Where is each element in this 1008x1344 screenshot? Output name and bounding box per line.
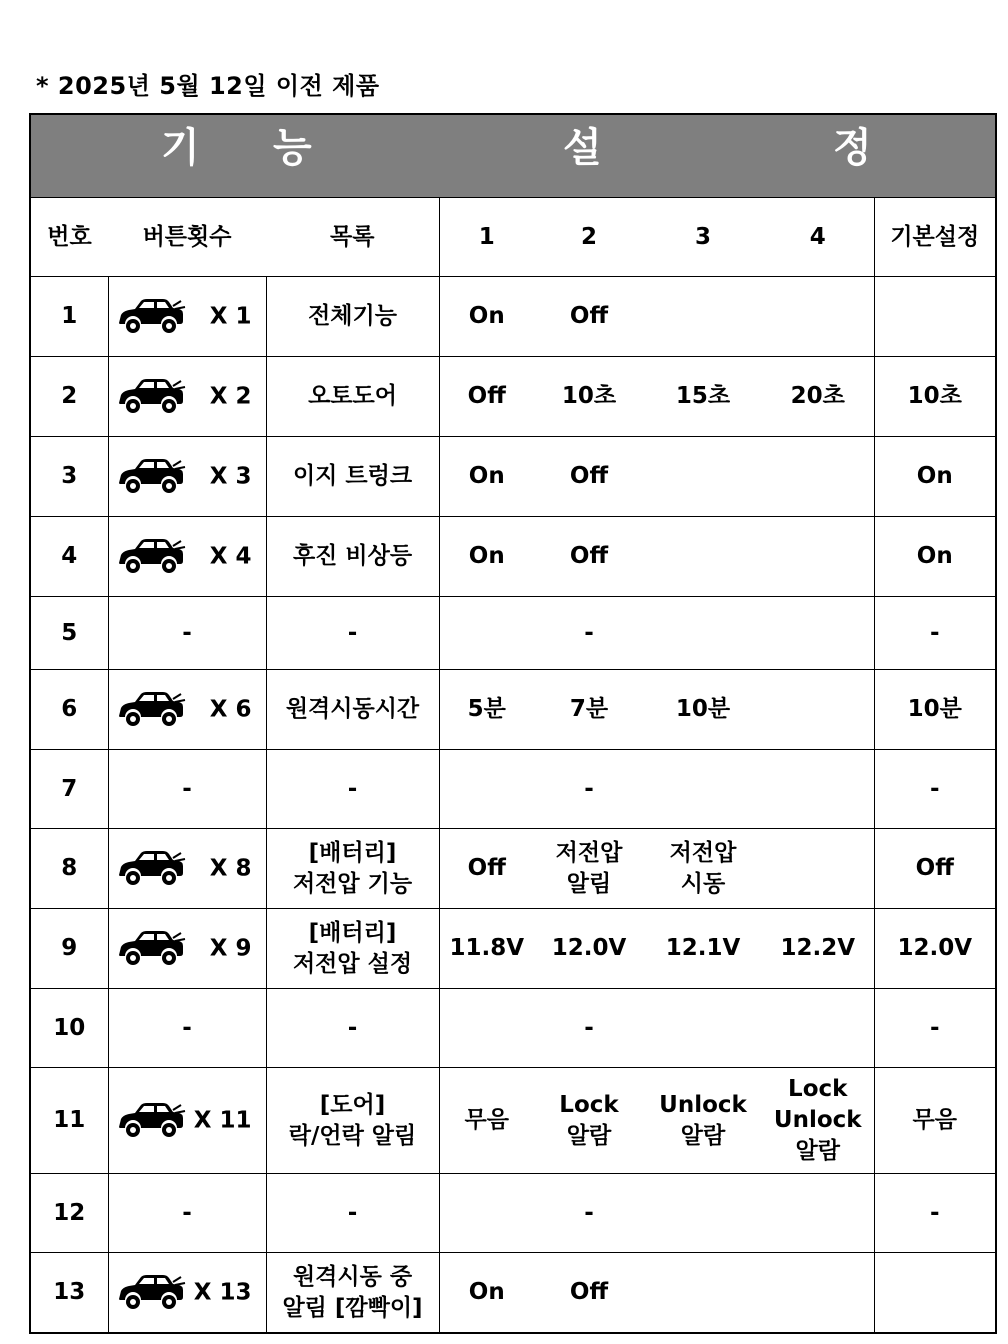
press-count-cell [108,1068,266,1174]
table-row [30,597,996,670]
option-1-line: 11.8V [449,935,525,961]
option-4 [762,1068,874,1174]
feature-name-line: 후진 비상등 [292,543,413,569]
table-row [30,989,996,1068]
option-1 [439,1253,534,1334]
col-header-number: 번호 [30,198,108,277]
car-icon [115,1101,187,1141]
press-count: X 13 [193,1279,252,1305]
option-2 [534,909,644,989]
feature-name-line: - [347,775,358,802]
row-number: 10 [30,989,108,1068]
table-row [30,517,996,597]
default-setting-line: 12.0V [897,935,973,961]
option-3 [644,909,762,989]
title-char: 기 [161,125,200,171]
default-setting-line: - [929,619,940,646]
press-count: X 2 [209,383,252,409]
option-2 [534,277,644,357]
option-1-line: Off [467,855,506,881]
option-2 [534,437,644,517]
option-2 [534,1174,644,1253]
option-1-line: On [468,543,505,569]
feature-name [266,989,439,1068]
option-4 [762,437,874,517]
option-2 [534,517,644,597]
row-number: 13 [30,1253,108,1334]
option-3-line: 알람 [680,1122,726,1149]
feature-name-line: [도어] [319,1091,386,1118]
option-2-line: 10초 [561,383,617,409]
car-icon [115,929,187,969]
default-setting [874,750,996,829]
option-4 [762,989,874,1068]
default-setting-line: - [929,775,940,802]
feature-name-line: 락/언락 알림 [288,1122,417,1149]
option-2 [534,750,644,829]
option-3-line: 15초 [675,383,731,409]
car-icon [115,1273,187,1313]
default-setting [874,597,996,670]
default-setting-line: On [916,543,953,569]
default-setting-line: On [916,463,953,489]
option-3 [644,989,762,1068]
option-2-line: 저전압 [555,839,623,866]
press-count-cell [108,829,266,909]
option-2 [534,670,644,750]
feature-name [266,1068,439,1174]
feature-name [266,1253,439,1334]
option-1 [439,437,534,517]
default-setting [874,909,996,989]
option-1 [439,277,534,357]
option-3-line: 시동 [680,870,726,897]
row-number: 1 [30,277,108,357]
option-1 [439,989,534,1068]
feature-name [266,909,439,989]
option-3 [644,277,762,357]
feature-name-line: 원격시동시간 [285,696,420,722]
option-1-line: On [468,1279,505,1305]
option-2-line: 12.0V [551,935,627,961]
default-setting-line: - [929,1199,940,1226]
option-2-line: 7분 [569,696,609,722]
title-char: 설 [563,125,602,171]
car-icon [115,849,187,889]
table-row [30,357,996,437]
option-2-line: - [584,1199,594,1226]
table-row [30,909,996,989]
option-3 [644,517,762,597]
table-title [31,115,995,197]
feature-name-line: 저전압 설정 [292,950,413,977]
option-4 [762,1174,874,1253]
row-number: 9 [30,909,108,989]
feature-name-line: 원격시동 중 [292,1263,413,1290]
option-3 [644,1068,762,1174]
col-header-option-1: 1 [439,198,534,277]
press-count-cell: - [108,750,266,829]
option-3 [644,437,762,517]
press-count: X 3 [209,463,252,489]
press-count-cell: - [108,597,266,670]
feature-name-line: - [347,619,358,646]
option-4 [762,597,874,670]
option-2-line: Off [569,1279,609,1305]
press-count-cell [108,277,266,357]
default-setting [874,1253,996,1334]
option-4 [762,750,874,829]
default-setting [874,437,996,517]
default-setting [874,517,996,597]
option-3 [644,670,762,750]
option-2 [534,829,644,909]
column-header-row [30,198,996,277]
press-count-cell [108,909,266,989]
default-setting [874,989,996,1068]
option-1-line: On [468,303,505,329]
feature-name [266,437,439,517]
feature-name-line: 알림 [깜빡이] [282,1294,423,1321]
row-number: 5 [30,597,108,670]
option-3-line: 12.1V [665,935,741,961]
option-3 [644,357,762,437]
row-number: 3 [30,437,108,517]
default-setting [874,1068,996,1174]
feature-name [266,829,439,909]
option-4-line: 20초 [790,383,845,409]
option-3 [644,750,762,829]
option-2 [534,357,644,437]
option-4 [762,277,874,357]
press-count: X 11 [193,1107,252,1133]
feature-name-line: [배터리] [308,839,397,866]
car-icon [115,457,187,497]
option-3-line: 저전압 [669,839,737,866]
col-header-item: 목록 [266,198,439,277]
product-note: * 2025년 5월 12일 이전 제품 [36,72,380,100]
press-count-cell [108,357,266,437]
row-number: 4 [30,517,108,597]
feature-name [266,670,439,750]
default-setting-line: - [929,1014,940,1041]
press-count: X 1 [209,303,252,329]
option-1-line: 무음 [464,1107,509,1133]
option-4-line: 12.2V [780,935,856,961]
option-4-line: Lock [788,1076,848,1102]
row-number: 11 [30,1068,108,1174]
table-row [30,437,996,517]
feature-name [266,597,439,670]
default-setting [874,277,996,357]
col-header-option-2: 2 [534,198,644,277]
col-header-option-3: 3 [644,198,762,277]
option-2-line: Off [569,543,609,569]
option-1-line: Off [467,383,506,409]
option-4-line: Unlock [773,1107,862,1133]
press-count: X 8 [209,855,252,881]
table-row [30,1253,996,1334]
feature-name-line: [배터리] [308,919,397,946]
feature-name-line: 전체기능 [308,303,397,329]
option-3 [644,829,762,909]
row-number: 2 [30,357,108,437]
car-icon [115,537,187,577]
default-setting-line: 무음 [912,1107,957,1133]
feature-name [266,357,439,437]
option-1 [439,1068,534,1174]
feature-name [266,750,439,829]
option-2-line: - [584,775,594,802]
option-1 [439,750,534,829]
row-number: 12 [30,1174,108,1253]
press-count-cell [108,517,266,597]
option-1 [439,1174,534,1253]
car-icon [115,297,187,337]
option-2-line: 알림 [566,870,612,897]
default-setting-line: 10초 [907,383,962,409]
default-setting [874,670,996,750]
press-count-cell [108,437,266,517]
table-row [30,277,996,357]
default-setting-line: Off [915,855,954,881]
table-row [30,829,996,909]
option-2-line: - [584,619,594,646]
option-3 [644,597,762,670]
option-2-line: 알람 [566,1122,612,1149]
option-2-line: Lock [559,1091,619,1118]
col-header-press-count: 버튼횟수 [108,198,266,277]
press-count: X 9 [209,935,252,961]
option-1 [439,517,534,597]
option-2 [534,1253,644,1334]
option-4 [762,1253,874,1334]
option-3-line: Unlock [659,1091,747,1118]
option-4 [762,670,874,750]
option-1-line: On [468,463,505,489]
option-4 [762,517,874,597]
feature-name [266,277,439,357]
option-1 [439,670,534,750]
row-number: 6 [30,670,108,750]
option-2 [534,1068,644,1174]
option-3 [644,1253,762,1334]
press-count-cell [108,670,266,750]
default-setting [874,829,996,909]
option-1-line: 5분 [467,696,506,722]
table-row [30,1174,996,1253]
car-icon [115,690,187,730]
option-1 [439,597,534,670]
option-4 [762,357,874,437]
press-count-cell: - [108,989,266,1068]
press-count-cell: - [108,1174,266,1253]
option-3-line: 10분 [675,696,731,722]
option-2-line: Off [569,463,609,489]
feature-settings-table [29,113,997,1334]
feature-name-line: - [347,1014,358,1041]
feature-name-line: - [347,1199,358,1226]
option-2 [534,597,644,670]
default-setting [874,1174,996,1253]
option-2-line: Off [569,303,609,329]
default-setting-line: 10분 [907,696,962,722]
title-char: 정 [833,125,872,171]
option-1 [439,829,534,909]
feature-name-line: 저전압 기능 [292,870,413,897]
row-number: 7 [30,750,108,829]
col-header-option-4: 4 [762,198,874,277]
row-number: 8 [30,829,108,909]
car-icon [115,377,187,417]
option-4-line: 알람 [795,1138,840,1164]
default-setting [874,357,996,437]
option-4 [762,829,874,909]
feature-name-line: 오토도어 [308,383,397,409]
option-1 [439,357,534,437]
press-count: X 4 [209,543,252,569]
option-2-line: - [584,1014,594,1041]
feature-name-line: 이지 트렁크 [292,463,413,489]
title-char: 능 [273,125,312,171]
table-row [30,670,996,750]
option-2 [534,989,644,1068]
table-row [30,750,996,829]
title-row [30,114,996,198]
feature-name [266,517,439,597]
option-3 [644,1174,762,1253]
table-row [30,1068,996,1174]
option-1 [439,909,534,989]
col-header-default: 기본설정 [874,198,996,277]
option-4 [762,909,874,989]
press-count-cell [108,1253,266,1334]
press-count: X 6 [209,696,252,722]
feature-name [266,1174,439,1253]
